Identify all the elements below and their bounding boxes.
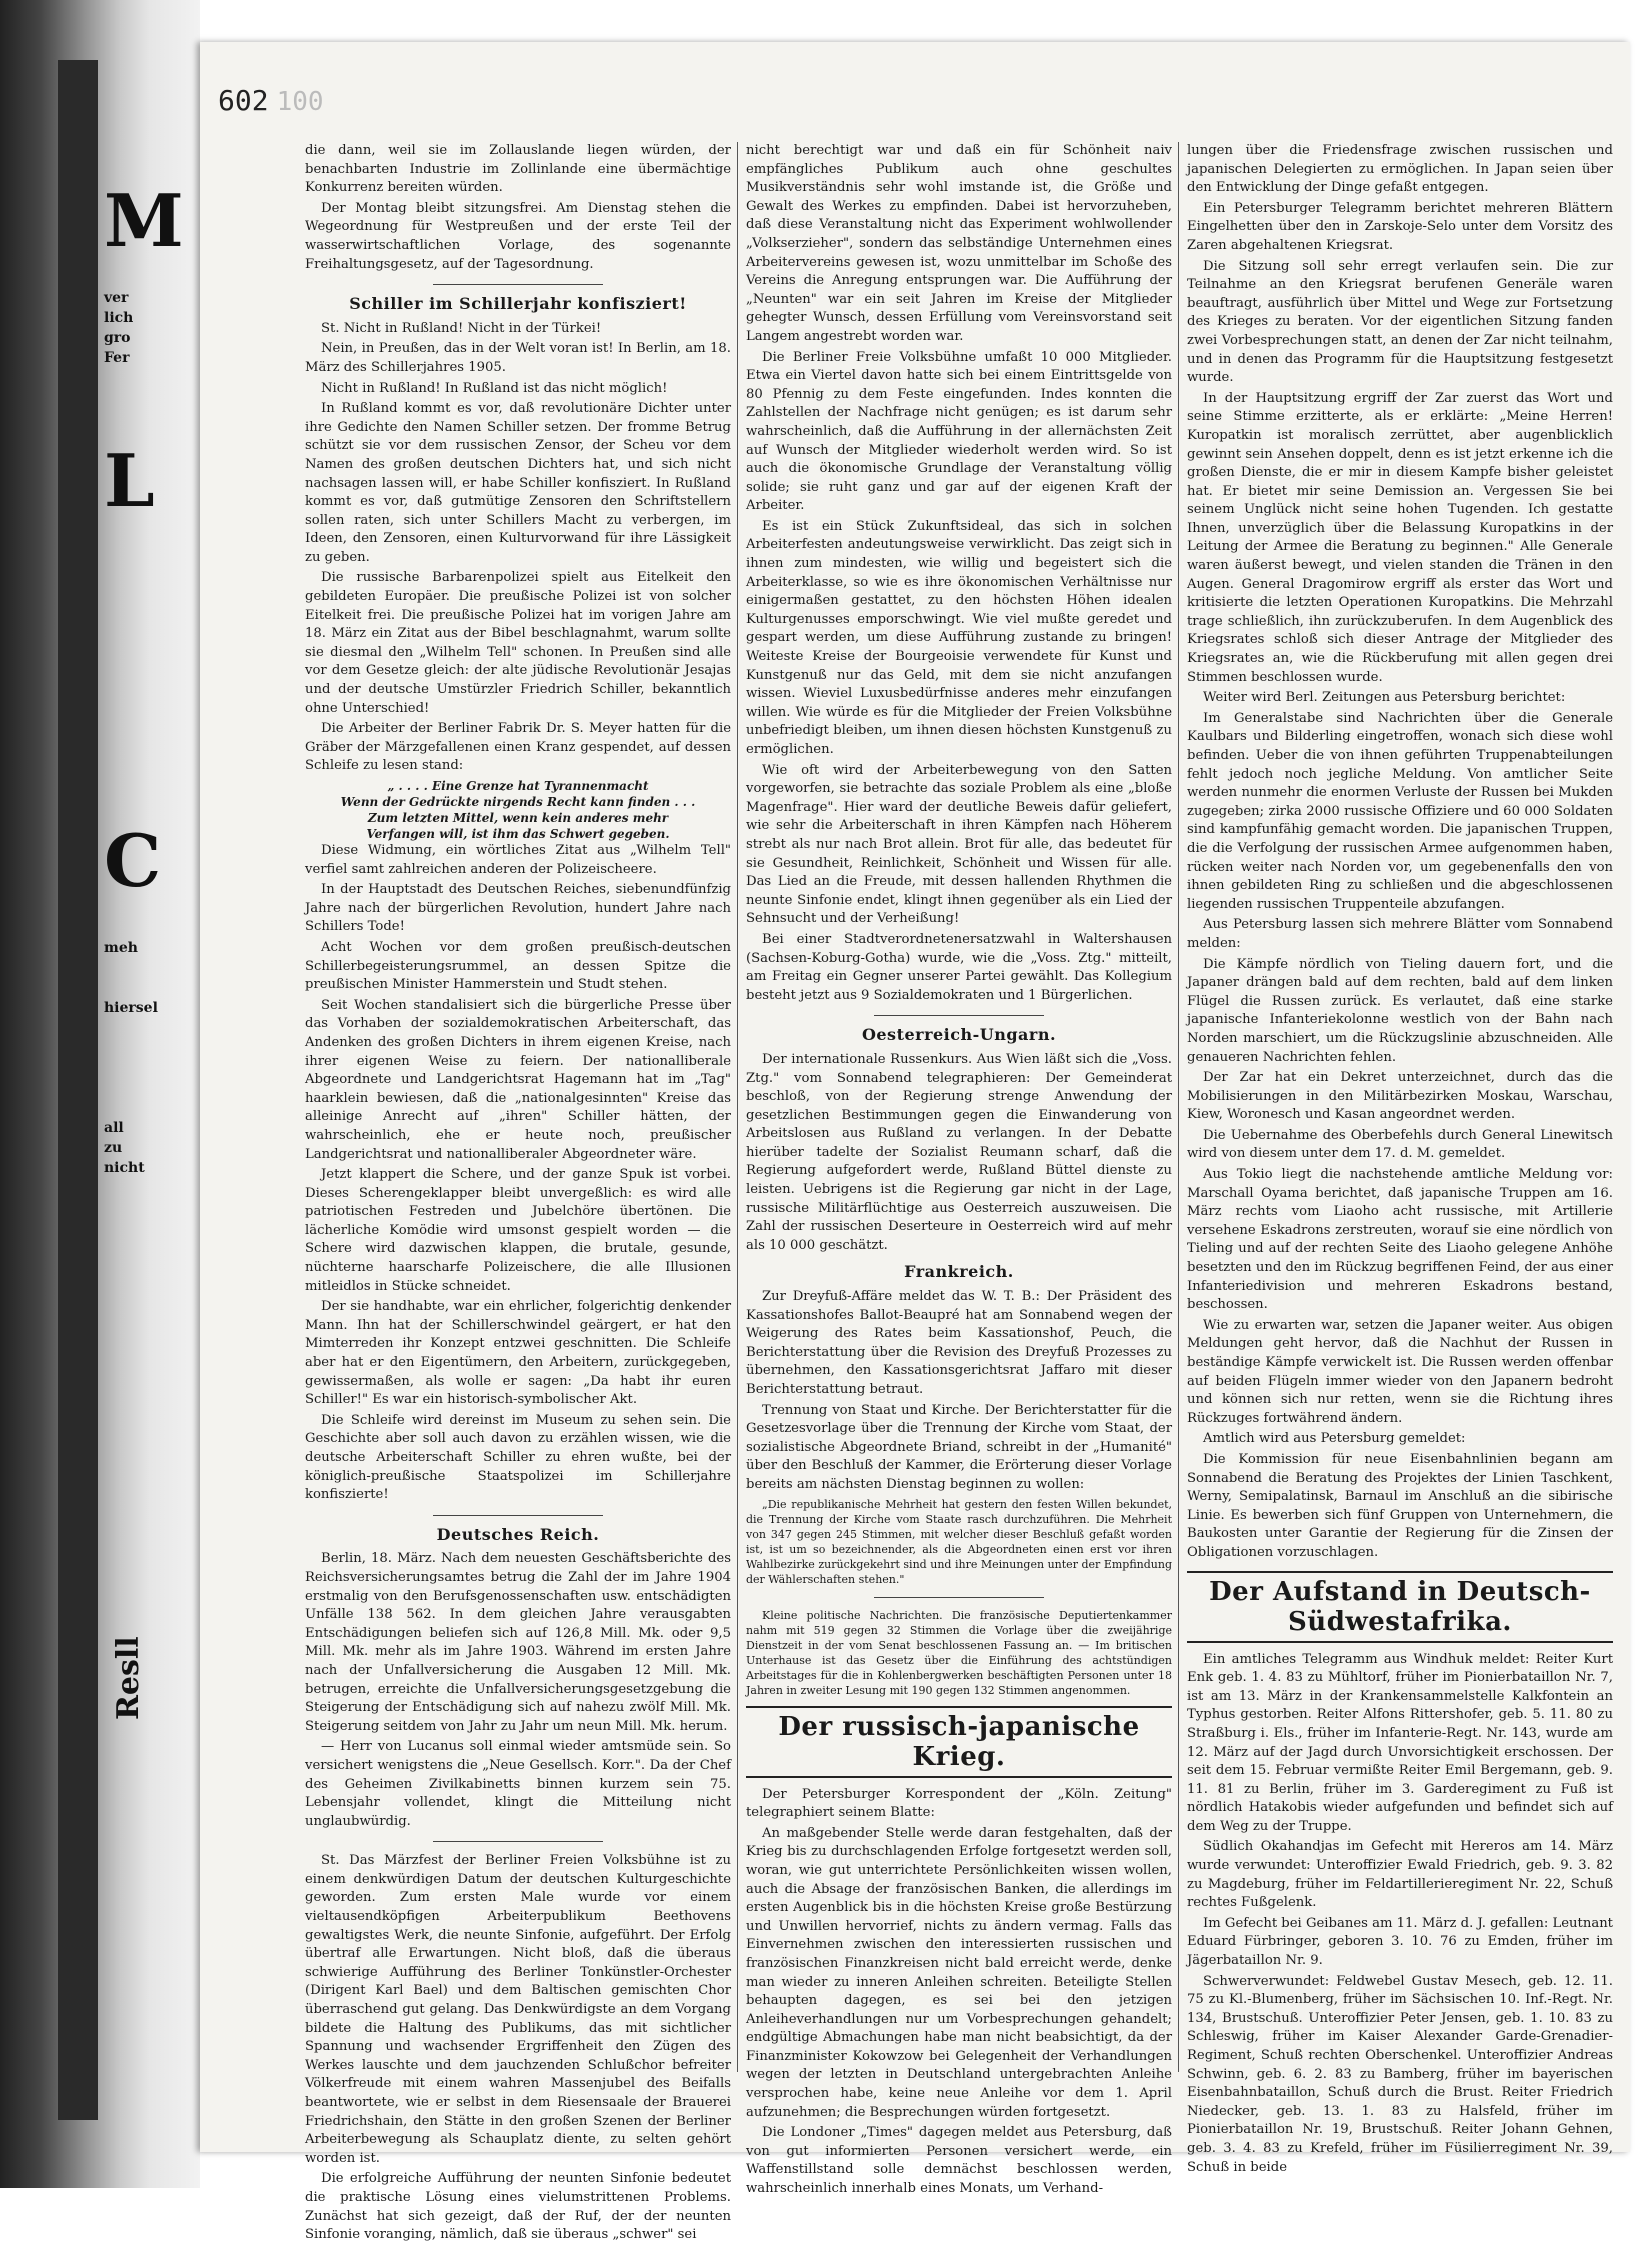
quote-line: Wenn der Gedrückte nirgends Recht kann finden . . .	[340, 795, 696, 809]
paragraph: Die Londoner „Times" dagegen meldet aus Petersburg, daß von gut informierten Personen versichert werde, ein Waffenstillstand solle demnächst beschlossen werden, wahrscheinlich innerhalb eines Monats, um Verhand-	[746, 2125, 1172, 2197]
binding-fragment: M	[104, 178, 184, 263]
binding-fragment: lich	[104, 310, 134, 326]
section-headline: Oesterreich-Ungarn.	[861, 1025, 1057, 1045]
paragraph: Ein Petersburger Telegramm berichtet mehreren Blättern Eingelhetten über den in Zarskoje-Selo unter dem Vorsitz des Zaren abgehaltenen Kriegsrat.	[1187, 200, 1613, 253]
paragraph: Die Kämpfe nördlich von Tieling dauern fort, und die Japaner drängen bald auf dem rechten, bald auf dem linken Flügel die Russen zurück. Es verlautet, daß eine starke japanische Infanteriekolonne westlich von der Bahn nach Norden marschiert, um die Rückzugslinie abzuschneiden. Alle genaueren Nachrichten fehlen.	[1187, 956, 1613, 1065]
paragraph: Wie zu erwarten war, setzen die Japaner weiter. Aus obigen Meldungen geht hervor, daß die Nachhut der Russen in beständige Kämpfe verwickelt ist. Die Russen werden offenbar auf beiden Flügeln immer wieder von den Japanern bedroht und können sich nur retten, wenn sie die Richtung ihres Rückzuges fortwährend ändern.	[1187, 1317, 1613, 1426]
paragraph: Südlich Okahandjas im Gefecht mit Hereros am 14. März wurde verwundet: Unteroffizier Ewald Friedrich, geb. 9. 3. 82 zu Magdeburg, früher im Feldartillerieregiment Nr. 22, Schuß rechtes Fußgelenk.	[1187, 1839, 1613, 1911]
quote-line: „ . . . . Eine Grenze hat Tyrannenmacht	[387, 779, 649, 793]
page-number-printed: 602	[218, 84, 269, 117]
paragraph: Die Schleife wird dereinst im Museum zu sehen sein. Die Geschichte aber soll auch davon zu erzählen wissen, wie die deutsche Arbeiterschaft Schiller zu ehren wußte, bei der königlich-preußische Staatspolizei im Schillerjahre konfiszierte!	[305, 1412, 731, 1503]
binding-fragment: Fer	[104, 350, 130, 366]
paragraph: St. Nicht in Rußland! Nicht in der Türkei!	[321, 320, 602, 336]
paragraph: Die Kommission für neue Eisenbahnlinien begann am Sonnabend die Beratung des Projektes der Linien Taschkent, Werny, Semipalatinsk, Barnaul im Anschluß an die sibirische Linie. Es bewerben sich fünf Gruppen von Unternehmern, die Baukosten unter Garantie der Regierung für die Zinsen der Obligationen vorzuschlagen.	[1187, 1451, 1613, 1560]
paragraph: lungen über die Friedensfrage zwischen russischen und japanischen Delegierten zu ermöglichen. In Japan seien über den Entwicklung der Dinge gefaßt entgegen.	[1187, 143, 1613, 196]
paragraph: Zur Dreyfuß-Affäre meldet das W. T. B.: Der Präsident des Kassationshofes Ballot-Beaupré hat am Sonnabend wegen der Weigerung des Rates beim Kassationshof, Peuch, die Berichterstattung über die Revision des Dreyfuß Prozesses zu übernehmen, den Kassationsgerichtsrat Jaffaro mit dieser Berichterstattung betraut.	[746, 1289, 1172, 1397]
paragraph: Nein, in Preußen, das in der Welt voran ist! In Berlin, am 18. März des Schillerjahres 1905.	[305, 341, 731, 375]
paragraph: Amtlich wird aus Petersburg gemeldet:	[1203, 1431, 1466, 1447]
article-headline: Schiller im Schillerjahr konfisziert!	[349, 294, 687, 314]
paragraph: nicht berechtigt war und daß ein für Schönheit naiv empfängliches Publikum auch ohne geschultes Musikverständnis sehr wohl imstande ist, die Größe und Gewalt des Werkes zu empfinden. Dabei ist hervorzuheben, daß diese Veranstaltung nicht das Experiment wohlwollender „Volkserzieher", sondern das selbständige Unternehmen eines Arbeitervereins gewesen ist, wozu unmittelbar im Schoße des Vereins die Anregung entsprungen war. Die Aufführung der „Neunten" war ein seit Jahren im Kreise der Mitglieder gehegter Wunsch, dessen Erfüllung vom Vereinsvorstand seit Langem angestrebt worden war.	[746, 143, 1172, 344]
paragraph: Der sie handhabte, war ein ehrlicher, folgerichtig denkender Mann. Ihn hat der Schillerschwindel geärgert, er hat den Mimterreden ihr Konzept entzwei geschnitten. Die Schleife aber hat er den Eigentümern, den Arbeitern, zurückgegeben, gewissermaßen, als wolle er sagen: „Da habt ihr euren Schiller!" Es war ein historisch-symbolischer Akt.	[305, 1299, 731, 1408]
quote-line: Verfangen will, ist ihm das Schwert gegeben.	[366, 827, 670, 841]
paragraph: Schwerverwundet: Feldwebel Gustav Mesech, geb. 12. 11. 75 zu Kl.-Blumenberg, früher im Sächsischen 10. Inf.-Regt. Nr. 134, Brustschuß. Unteroffizier Peter Jensen, geb. 1. 10. 83 zu Schleswig, früher im Kaiser Alexander Garde-Grenadier-Regiment, Schuß rechten Oberschenkel. Unteroffizier Andreas Schwinn, geb. 6. 2. 83 zu Bamberg, früher im bayerischen Eisenbahnbataillon, Schuß durch die Brust. Reiter Friedrich Niedecker, geb. 13. 1. 83 zu Halsfeld, früher im Pionierbataillon Nr. 19, Brustschuß. Reiter Johann Gehnen, geb. 3. 4. 83 zu Krefeld, früher im Füsilierregiment Nr. 39, Schuß in beide	[1187, 1973, 1613, 2175]
divider	[433, 1841, 603, 1842]
paragraph: Die Sitzung soll sehr erregt verlaufen sein. Die zur Teilnahme an den Kriegsrat berufenen Generäle waren beauftragt, ausführlich über Mittel und Wege zur Fortsetzung des Krieges zu beraten. Vor der eigentlichen Sitzung fanden zwei Vorbesprechungen statt, an denen der Zar nicht teilnahm, und in denen das Programm für die Hauptsitzung festgesetzt wurde.	[1187, 258, 1613, 386]
binding-fragment: gro	[104, 330, 131, 346]
paragraph: Kleine politische Nachrichten. Die französische Deputiertenkammer nahm mit 519 gegen 32 Stimmen die Vorlage über die zweijährige Dienstzeit in der vom Senat beschlossenen Fassung an. — Im britischen Unterhause ist das Gesetz über die Einführung des achtstündigen Arbeitstages für die in Kohlenbergwerken beschäftigten Personen unter 18 Jahren in zweiter Lesung mit 190 gegen 132 Stimmen angenommen.	[746, 1608, 1172, 1697]
paragraph: Im Gefecht bei Geibanes am 11. März d. J. gefallen: Leutnant Eduard Fürbringer, geboren 3. 10. 76 zu Emden, früher im Jägerbataillon Nr. 9.	[1187, 1915, 1613, 1969]
paragraph: St. Das Märzfest der Berliner Freien Volksbühne ist zu einem denkwürdigen Datum der deutschen Kulturgeschichte geworden. Zum ersten Male wurde vor einem vieltausendköpfigen Arbeiterpublikum Beethovens gewaltigstes Werk, die neunte Sinfonie, aufgeführt. Der Erfolg übertraf alle Erwartungen. Nicht bloß, daß die überaus schwierige Aufführung des Berliner Tonkünstler-Orchester (Dirigent Karl Bael) und dem Baltischen gemischten Chor überraschend gut gelang. Das Denkwürdigste an dem Vorgang bildete die Haltung des Publikums, das mit sichtlicher Spannung und wachsender Ergriffenheit den Zügen des Werkes lauschte und dem jauchzenden Schlußchor befreiter Völkerfreude mit einem wahren Massenjubel des Beifalls beantwortete, wie er selbst in dem Riesensaale der Brauerei Friedrichshain, den Stätte in den großen Szenen der Berliner Arbeiterbewegung als Schauplatz diente, zu selten gehört worden ist.	[305, 1853, 731, 2166]
paragraph: Der internationale Russenkurs. Aus Wien läßt sich die „Voss. Ztg." vom Sonnabend telegraphieren: Der Gemeinderat beschloß, von der Regierung strenge Anwendung der gesetzlichen Bestimmungen gegen die Einwanderung von Arbeitslosen aus Rußland zu verlangen. In der Debatte hierüber tadelte der Sozialist Reumann scharf, daß die Regierung aufgefordert werde, Rußland Büttel dienste zu leisten. Uebrigens ist die Regierung gar nicht in der Lage, russische Militärflüchtige aus Oesterreich auszuweisen. Die Zahl der russischen Deserteure in Oesterreich wird auf mehr als 10 000 geschätzt.	[746, 1051, 1172, 1253]
paragraph: Der Montag bleibt sitzungsfrei. Am Dienstag stehen die Wegeordnung für Westpreußen und der erste Teil der wasserwirtschaftlichen Vorlage, des sogenannte Freihaltungsgesetz, auf der Tagesordnung.	[305, 200, 731, 272]
section-headline: Frankreich.	[904, 1262, 1014, 1282]
paragraph: Die erfolgreiche Aufführung der neunten Sinfonie bedeutet die praktische Lösung eines vielumstrittenen Problems. Zunächst hat sich gezeigt, daß der Ruf, der der neunten Sinfonie voranging, nämlich, daß sie überaus „schwer" sei	[305, 2171, 731, 2243]
paragraph: „Die republikanische Mehrheit hat gestern den festen Willen bekundet, die Trennung der Kirche vom Staate rasch durchzuführen. Die Mehrheit von 347 gegen 245 Stimmen, mit welcher dieser Beschluß gefaßt worden ist, ist um so bezeichnender, als die Abgeordneten einen erst vor ihren Wahlbezirke zurückgekehrt sind und ihre Meinungen unter der Empfindung der Wählerschaften stehen."	[746, 1497, 1172, 1586]
paragraph: Seit Wochen standalisiert sich die bürgerliche Presse über das Vorhaben der sozialdemokratischen Arbeiterschaft, das Andenken des großen Dichters in ihrem eigenen Kreise, nach ihrer eigenen Weise zu feiern. Der nationalliberale Abgeordnete und Landgerichtsrat Hagemann hat im „Tag" haarklein bewiesen, daß die „nationalgesinnten" Kreise das alleinige Anrecht auf „ihren" Schiller hätten, der wahrscheinlich, ehe er heute noch, preußischer Landgerichtsrat und nationalliberaler Abgeordneter wäre.	[305, 997, 731, 1162]
divider	[874, 1597, 1044, 1598]
quote-line: Zum letzten Mittel, wenn kein anderes mehr	[367, 811, 669, 825]
paragraph: In Rußland kommt es vor, daß revolutionäre Dichter unter ihre Gedichte den Namen Schiller setzen. Der fromme Betrug schützt sie vor dem russischen Zensor, der Scheu vor dem Namen des großen deutschen Dichters hat, und sich nicht nachsagen lassen will, er habe Schiller konfisziert. In Rußland kommt es vor, daß gutmütige Zensoren den Schriftstellern sollen raten, sich unter Schillers Macht zu verbergen, im Ideen, den Zensoren, einen Kulturvorwand für ihre Lässigkeit zu geben.	[305, 401, 731, 565]
page-number-pencil: 100	[276, 87, 324, 117]
binding-fragment: C	[104, 818, 162, 903]
section-headline: Deutsches Reich.	[436, 1524, 600, 1544]
binding-fragment: zu	[104, 1140, 123, 1156]
paragraph: Acht Wochen vor dem großen preußisch-deutschen Schillerbegeisterungsrummel, an dessen Spitze die preußischen Minister Hammerstein und Studt stehen.	[305, 939, 731, 993]
paragraph: Bei einer Stadtverordnetenersatzwahl in Waltershausen (Sachsen-Koburg-Gotha) wurde, wie die „Voss. Ztg." mitteilt, am Freitag ein Gegner unserer Partei gewählt. Das Kollegium besteht jetzt aus 9 Sozialdemokraten und 1 Bürgerlichen.	[746, 931, 1172, 1003]
paragraph: Die Berliner Freie Volksbühne umfaßt 10 000 Mitglieder. Etwa ein Viertel davon hatte sich bei einem Eintrittsgelde von 80 Pfennig zu dem Feste eingefunden. Indes konnten die Zahlstellen der Nachfrage nicht genügen; es ist darum sehr wahrscheinlich, daß die Aufführung in der allernächsten Zeit auf Wunsch der Mitglieder wiederholt werden wird. So ist auch die ökonomische Grundlage der Veranstaltung völlig solide; sie ruht ganz und gar auf der eigenen Kraft der Arbeiter.	[746, 349, 1172, 514]
paragraph: Der Petersburger Korrespondent der „Köln. Zeitung" telegraphiert seinem Blatte:	[746, 1786, 1172, 1821]
column-2	[746, 142, 1172, 2197]
book-binding-edge	[0, 0, 200, 2188]
paragraph: Es ist ein Stück Zukunftsideal, das sich in solchen Arbeiterfesten andeutungsweise verwirklicht. Das zeigt sich in ihnen zum mindesten, wie willig und begeistert sich die Arbeiterklasse, so wie es ihre ökonomischen Verhältnisse nur einigermaßen gestattet, zu den höchsten Höhen idealen Kulturgenusses emporschwingt. Wie viel mußte geredet und gespart werden, um diese Aufführung zustande zu bringen! Weiteste Kreise der Bourgeoisie verwendete für Kunst und Kunstgenuß nur das Geld, mit dem sie nicht anzufangen wissen. Wieviel Luxusbedürfnisse anderes mehr einzufangen willen. Wie würde es für die Mitglieder der Freien Volksbühne unbefriedigt bleiben, um ihnen diesen höchsten Kunstgenuß zu ermöglichen.	[746, 518, 1172, 757]
column-rule	[1178, 142, 1179, 2072]
paragraph: Der Zar hat ein Dekret unterzeichnet, durch das die Mobilisierungen in den Militärbezirken Moskau, Warschau, Kiew, Woronesch und Kasan angeordnet werden.	[1187, 1070, 1613, 1123]
binding-fragment: hiersel	[104, 1000, 158, 1016]
paragraph: Wie oft wird der Arbeiterbewegung von den Satten vorgeworfen, sie betrachte das soziale Problem als eine „bloße Magenfrage". Hier ward der deutliche Beweis dafür geliefert, wie sehr die Arbeiterschaft in ihren Kämpfen nach Höherem strebt als nur nach Brot allein. Brot für alle, das bedeutet für sie Gesundheit, Reinlichkeit, Schönheit und Wissen für alle. Das Lied an die Freude, mit dessen hallenden Rhythmen die neunte Sinfonie endet, klingt ihnen gegenüber als ein Lied der Sehnsucht und der Verheißung!	[746, 762, 1172, 927]
paragraph: Im Generalstabe sind Nachrichten über die Generale Kaulbars und Bilderling eingetroffen, wonach sich diese wohl befinden. Ueber die von ihnen geführten Truppenabteilungen fehlt jedoch noch jegliche Meldung. Von amtlicher Seite werden nunmehr die enormen Verluste der Russen bei Mukden zugegeben; zirka 2000 russische Offiziere und 60 000 Soldaten sind kampfunfähig gemacht worden. Die japanischen Truppen, die die Verfolgung der russischen Armee aufgenommen haben, rücken weiter nach Norden vor, um gegebenenfalls den von ihnen gebildeten Ring zu schließen und die abgeschlossenen liegenden russischen Truppenteile abzufangen.	[1187, 710, 1613, 912]
divider	[433, 1515, 603, 1516]
paragraph: An maßgebender Stelle werde daran festgehalten, daß der Krieg bis zu durchschlagenden Erfolge fortgesetzt werden soll, woran, wie gut unterrichtete Persönlichkeiten wissen wollen, auch die Absage der französischen Banken, die allerdings im ersten Augenblick bis in die höchsten Kreise große Bestürzung und Unwillen hervorrief, nichts zu ändern vermag. Falls das Einvernehmen zwischen den interessierten russischen und französischen Finanzkreisen nicht bald erreicht werde, denke man wieder zu inneren Anleihen schreiten. Beteiligte Stellen behaupten dagegen, es sei bei den jetzigen Anleiheverhandlungen nur um Vorbesprechungen gehandelt; endgültige Abmachungen habe man nicht beabsichtigt, da der Finanzminister Kokowzow bei Gelegenheit der Verhandlungen wegen der letzten in Deutschland untergebrachten Anleihe versprochen habe, keine neue Anleihe vor dem 1. April aufzunehmen; die Besprechungen würden fortgesetzt.	[746, 1825, 1172, 2120]
page-number	[218, 84, 324, 117]
column-3	[1187, 142, 1614, 2175]
binding-fragment: ver	[104, 290, 129, 306]
paragraph: die dann, weil sie im Zollauslande liegen würden, der benachbarten Industrie im Zollinlande eine übermächtige Konkurrenz bereiten würden.	[305, 143, 731, 196]
paragraph: Berlin, 18. März. Nach dem neuesten Geschäftsberichte des Reichsversicherungsamtes betrug die Zahl der im Jahre 1904 erstmalig von den Berufsgenossenschaften usw. entschädigten Unfälle 138 562. In dem gleichen Jahre verausgabten Entschädigungen beliefen sich auf 126,8 Mill. Mk. oder 9,5 Mill. Mk. mehr als im Jahre 1903. Während im ersten Jahre nach der Unfallversicherung die Ausgaben 12 Mill. Mk. betrugen, erreichte die Unfallversicherungsgesetzgebung die Steigerung der Entschädigung sich auf nahezu zwölf Mill. Mk. Steigerung seitdem von Jahr zu Jahr um neun Mill. Mk. herum.	[305, 1551, 731, 1734]
paragraph: Aus Petersburg lassen sich mehrere Blätter vom Sonnabend melden:	[1187, 917, 1613, 951]
paragraph: Ein amtliches Telegramm aus Windhuk meldet: Reiter Kurt Enk geb. 1. 4. 83 zu Mühltorf, früher im Pionierbataillon Nr. 7, ist am 13. März in der Krankensammelstelle Kalkfontein an Typhus gestorben. Reiter Alfons Rittershofer, geb. 5. 11. 80 zu Straßburg i. Els., früher im Infanterie-Regt. Nr. 143, wurde am 12. März auf der Jagd durch Unvorsichtigkeit erschossen. Der seit dem 15. Februar vermißte Reiter Emil Bergemann, geb. 9. 11. 81 zu Berlin, früher im 3. Garderegiment zu Fuß ist nördlich Hatakobis wieder aufgefunden und befindet sich auf dem Weg zu der Truppe.	[1187, 1651, 1613, 1834]
binding-fragment: Resll	[111, 1636, 146, 1720]
binding-fragment: all	[104, 1120, 124, 1136]
binding-fragment: L	[104, 438, 155, 523]
binding-fragment: meh	[104, 940, 138, 956]
paragraph: Trennung von Staat und Kirche. Der Berichterstatter für die Gesetzesvorlage über die Trennung der Kirche vom Staat, der sozialistische Abgeordnete Briand, schreibt in der „Humanité" über den Beschluß der Kammer, die Erörterung dieser Vorlage bereits am nächsten Dienstag beginnen zu wollen:	[746, 1402, 1172, 1492]
paragraph: — Herr von Lucanus soll einmal wieder amtsmüde sein. So versichert wenigstens die „Neue Gesellsch. Korr.". Da der Chef des Geheimen Zivilkabinetts binnen kurzem sein 75. Lebensjahr vollendet, klingt die Mitteilung nicht unglaubwürdig.	[305, 1739, 731, 1829]
column-1	[305, 142, 731, 2243]
column-rule	[737, 142, 738, 2072]
paragraph: Die Arbeiter der Berliner Fabrik Dr. S. Meyer hatten für die Gräber der Märzgefallenen einen Kranz gespendet, auf dessen Schleife zu lesen stand:	[305, 721, 731, 774]
paragraph: Diese Widmung, ein wörtliches Zitat aus „Wilhelm Tell" verfiel samt zahlreichen anderen der Polizeischeere.	[305, 843, 731, 877]
section-headline: Der russisch-japanische Krieg.	[746, 1706, 1172, 1778]
paragraph: Nicht in Rußland! In Rußland ist das nicht möglich!	[321, 380, 668, 396]
paragraph: Aus Tokio liegt die nachstehende amtliche Meldung vor: Marschall Oyama berichtet, daß japanische Truppen am 16. März rechts vom Liaoho acht russische, mit Artillerie versehene Eskadrons zerstreuten, worauf sie eine nördlich von Tieling und auf der rechten Seite des Liaoho gelegene Anhöhe besetzten und den im Rückzug begriffenen Feind, der aus einer Infanteriedivision und mehreren Eskadrons bestand, beschossen.	[1187, 1167, 1614, 1313]
newspaper-page	[200, 42, 1630, 2243]
paragraph: In der Hauptsitzung ergriff der Zar zuerst das Wort und seine Stimme erzitterte, als er erklärte: „Meine Herren! Kuropatkin ist moralisch zerrüttet, aber augenblicklich gewinnt sein Ansehen doppelt, denn es ist jetzt erkenne ich die großen Dienste, die er mir in diesem Kampfe bisher geleistet hat. Er bietet mir seine Demission an. Vergessen Sie bei seinem Unglück nicht seine hohen Tugenden. Ich gestatte Ihnen, unverzüglich über die Belassung Kuropatkins in der Leitung der Armee die Beratung zu beginnen." Alle Generale waren äußerst bewegt, und vielen standen die Tränen in den Augen. General Dragomirow ergriff als erster das Wort und kritisierte die letzten Operationen Kuropatkins. Die Mehrzahl trage schließlich, ihn zurückzuberufen. In dem Augenblick des Kriegsrates schloß sich dieser Antrage der Mitglieder des Kriegsrates an, wie die Rückberufung mit allen gegen drei Stimmen beschlossen wurde.	[1187, 390, 1613, 685]
paragraph: In der Hauptstadt des Deutschen Reiches, siebenundfünfzig Jahre nach der bürgerlichen Revolution, hundert Jahre nach Schillers Tode!	[305, 882, 731, 935]
paragraph: Jetzt klappert die Schere, und der ganze Spuk ist vorbei. Dieses Scherengeklapper bleibt unvergeßlich: es wird alle patriotischen Festreden und Jubelchöre übertönen. Die lächerliche Komödie wird umsonst gespielt worden — die Schere wird dazwischen klappen, die brutale, gesunde, nüchterne haarscharfe Polizeischere, die alle Illusionen mitleidlos in Stücke schneidet.	[305, 1167, 731, 1294]
binding-fragment: nicht	[104, 1160, 145, 1176]
paragraph: Weiter wird Berl. Zeitungen aus Petersburg berichtet:	[1203, 690, 1566, 706]
divider	[874, 1015, 1044, 1016]
divider	[433, 284, 603, 285]
paragraph: Die Uebernahme des Oberbefehls durch General Linewitsch wird von diesem unter dem 17. d. M. gemeldet.	[1187, 1127, 1613, 1162]
binding-dark-strip	[58, 60, 98, 2120]
paragraph: Die russische Barbarenpolizei spielt aus Eitelkeit den gebildeten Europäer. Die preußische Polizei ist von solcher Eitelkeit frei. Die preußische Polizei hat im vorigen Jahre am 18. März ein Zitat aus der Bibel beschlagnahmt, warum sollte sie diesmal den „Wilhelm Tell" schonen. In Preußen sind alle vor dem Gesetze gleich: der alte jüdische Revolutionär Jesajas und der deutsche Umstürzler Friedrich Schiller, bekanntlich ohne Unterschied!	[305, 570, 731, 716]
section-headline: Der Aufstand in Deutsch-Südwestafrika.	[1187, 1571, 1613, 1643]
